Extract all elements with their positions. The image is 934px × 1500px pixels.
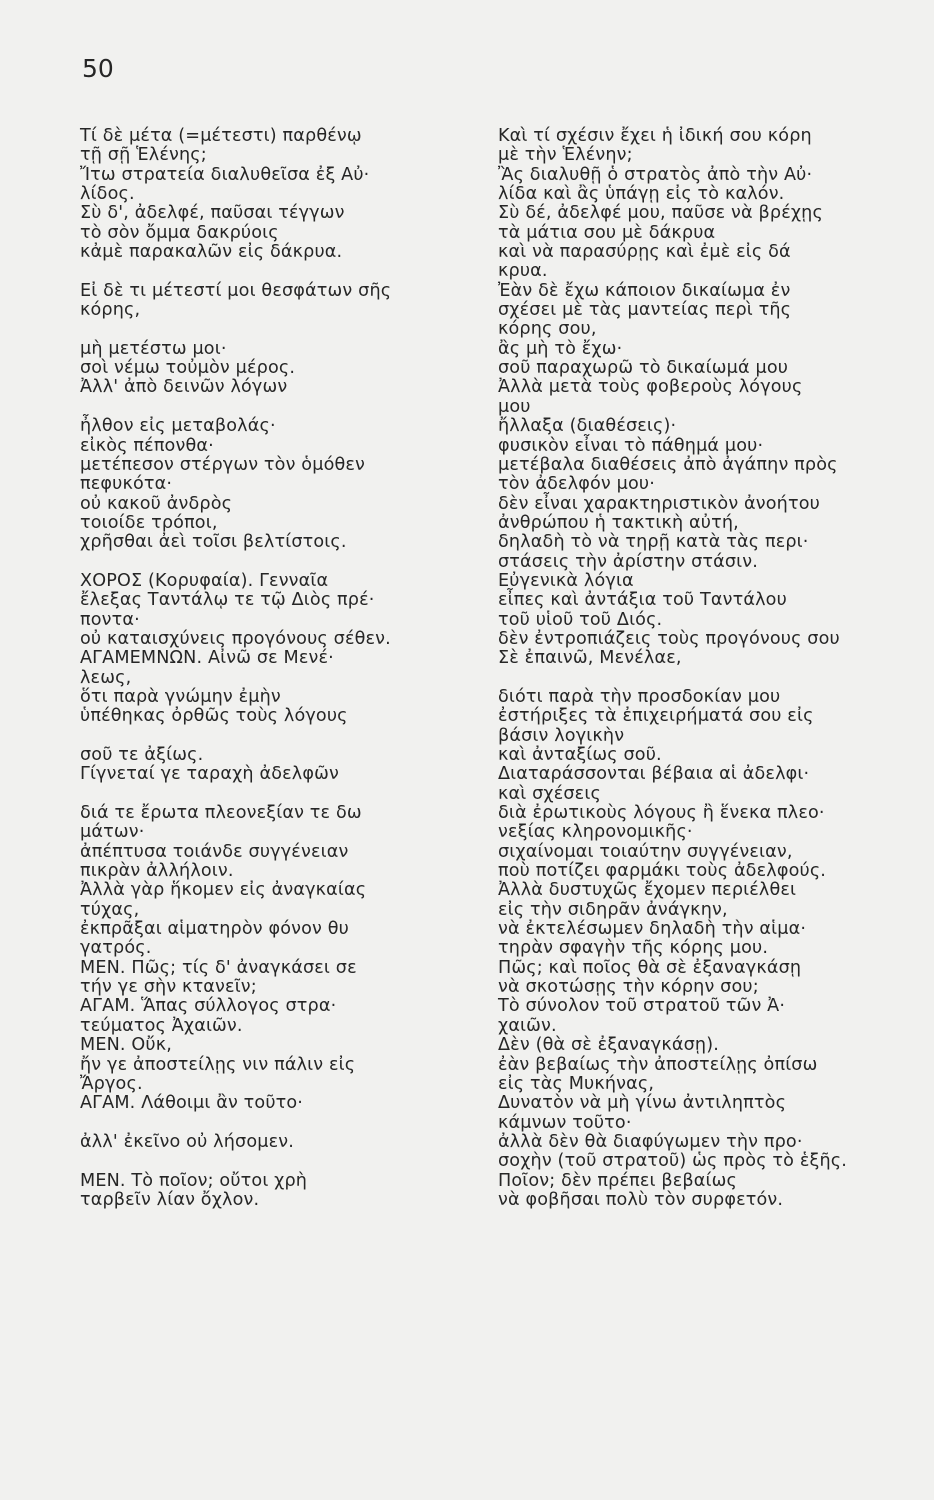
text-line: ΜΕΝ. Πῶς; τίς δ' ἀναγκάσει σε <box>80 957 357 978</box>
text-line <box>80 727 472 746</box>
text-line: Δὲν (θὰ σὲ ἐξαναγκάσῃ). <box>498 1035 719 1056</box>
modern-greek-translation-column <box>498 127 918 1210</box>
text-line <box>80 785 472 804</box>
text-line: ἐκπρᾶξαι αἱματηρὸν φόνον θυ <box>80 919 350 940</box>
text-line: λίδος. <box>80 184 135 205</box>
text-line: Ἄργος. <box>80 1073 143 1094</box>
text-line: κρυα. <box>498 261 548 282</box>
text-line: κόρης, <box>80 300 141 321</box>
text-line: εἶπες καὶ ἀντάξια τοῦ Ταντάλου <box>498 590 787 611</box>
text-line: τῇ σῇ Ἑλένης; <box>80 145 207 166</box>
text-line: Γίγνεταί γε ταραχὴ ἀδελφῶν <box>80 764 339 785</box>
text-line: Ποῖον; δὲν πρέπει βεβαίως <box>498 1170 737 1191</box>
text-line: Ἂς διαλυθῇ ὁ στρατὸς ἀπὸ τὴν Αὐ· <box>498 164 813 185</box>
text-line: νὰ σκοτώσῃς τὴν κόρην σου; <box>498 977 759 998</box>
text-line: τεύματος Ἀχαιῶν. <box>80 1015 243 1036</box>
text-line: Εἰ δὲ τι μέτεστί μοι θεσφάτων σῆς <box>80 280 392 301</box>
text-line: χαιῶν. <box>498 1015 557 1036</box>
text-line: Τὸ σύνολον τοῦ στρατοῦ τῶν Ἀ· <box>498 996 786 1017</box>
text-line: ἦλθον εἰς μεταβολάς· <box>80 416 276 437</box>
text-line: τὰ μάτια σου μὲ δάκρυα <box>498 222 716 243</box>
text-line: σχέσει μὲ τὰς μαντείας περὶ τῆς <box>498 300 792 321</box>
text-line: ἂς μὴ τὸ ἔχω· <box>498 338 623 359</box>
text-line: δὲν εἶναι χαρακτηριστικὸν ἀνοήτου <box>498 493 820 514</box>
text-line: μου <box>498 396 531 417</box>
text-line: Καὶ τί σχέσιν ἔχει ἡ ἰδική σου κόρη <box>498 126 812 146</box>
text-line: ἐστήριξες τὰ ἐπιχειρήματά σου εἰς <box>498 706 814 727</box>
text-line: νεξίας κληρονομικῆς· <box>498 822 693 843</box>
text-line: στάσεις τὴν ἀρίστην στάσιν. <box>498 551 758 572</box>
text-line: σιχαίνομαι τοιαύτην συγγένειαν, <box>498 841 793 862</box>
text-line: πικρὰν ἀλλήλοιν. <box>80 861 234 882</box>
text-line: ΑΓΑΜ. Ἅπας σύλλογος στρα· <box>80 996 337 1017</box>
text-line: τηρὰν σφαγὴν τῆς κόρης μου. <box>498 938 769 959</box>
text-line: Ἀλλὰ γὰρ ἥκομεν εἰς ἀναγκαίας <box>80 880 367 901</box>
text-line <box>80 398 472 417</box>
text-line: καὶ νὰ παρασύρῃς καὶ ἐμὲ εἰς δά <box>498 242 791 263</box>
text-line <box>80 1152 472 1171</box>
text-line: δηλαδὴ τὸ νὰ τηρῇ κατὰ τὰς περι· <box>498 532 809 553</box>
text-line: ΑΓΑΜ. Λάθοιμι ἂν τοῦτο· <box>80 1093 304 1114</box>
text-line: καὶ σχέσεις <box>498 783 601 804</box>
text-line <box>80 320 472 339</box>
text-line: τήν γε σὴν κτανεῖν; <box>80 977 257 998</box>
text-line <box>80 553 472 572</box>
text-line: διὰ ἐρωτικοὺς λόγους ἢ ἕνεκα πλεο· <box>498 803 825 824</box>
text-line: γατρός. <box>80 938 152 959</box>
text-line: οὐ κακοῦ ἀνδρὸς <box>80 493 233 514</box>
text-line: ὅτι παρὰ γνώμην ἐμὴν <box>80 686 281 707</box>
text-line: Ἀλλὰ μετὰ τοὺς φοβεροὺς λόγους <box>498 377 803 398</box>
text-line <box>80 262 472 281</box>
text-line: ταρβεῖν λίαν ὄχλον. <box>80 1189 260 1210</box>
text-line: ΜΕΝ. Οὔκ, <box>80 1035 172 1056</box>
text-line: εἰς τὴν σιδηρᾶν ἀνάγκην, <box>498 899 728 920</box>
text-line: ἀλλ' ἐκεῖνο οὐ λήσομεν. <box>80 1131 294 1152</box>
text-line: ΑΓΑΜΕΜΝΩΝ. Αἰνῶ σε Μενέ· <box>80 648 334 669</box>
text-line: Ἐὰν δὲ ἔχω κάποιον δικαίωμα ἐν <box>498 280 791 301</box>
text-line: μὲ τὴν Ἑλένην; <box>498 145 633 166</box>
text-line: λεως, <box>80 667 132 688</box>
text-line: Ἴτω στρατεία διαλυθεῖσα ἐξ Αὐ· <box>80 164 370 185</box>
text-line: μετέπεσον στέργων τὸν ὁμόθεν <box>80 454 366 475</box>
text-line: ΧΟΡΟΣ (Κορυφαία). Γενναῖα <box>80 570 329 591</box>
text-line: σοῦ τε ἀξίως. <box>80 745 204 765</box>
text-line: Σὲ ἐπαινῶ, Μενέλαε, <box>498 648 682 669</box>
text-line: εἰκὸς πέπονθα· <box>80 435 214 456</box>
text-line: σοὶ νέμω τοὐμὸν μέρος. <box>80 358 296 379</box>
text-line: τύχας, <box>80 899 140 920</box>
page-number: 50 <box>82 54 114 83</box>
text-line: ΜΕΝ. Τὸ ποῖον; οὔτοι χρὴ <box>80 1170 308 1191</box>
text-line: ἐὰν βεβαίως τὴν ἀποστείλῃς ὀπίσω <box>498 1054 818 1075</box>
text-line: Ἀλλὰ δυστυχῶς ἔχομεν περιέλθει <box>498 880 797 901</box>
text-line: ἀπέπτυσα τοιάνδε συγγένειαν <box>80 841 349 862</box>
text-line: τοῦ υἱοῦ τοῦ Διός. <box>498 609 663 630</box>
text-line: σοῦ παραχωρῶ τὸ δικαίωμά μου <box>498 358 789 379</box>
text-line: τὸν ἀδελφόν μου· <box>498 474 655 495</box>
text-line: φυσικὸν εἶναι τὸ πάθημά μου· <box>498 435 764 456</box>
text-line: Πῶς; καὶ ποῖος θὰ σὲ ἐξαναγκάσῃ <box>498 957 802 978</box>
text-line: μὴ μετέστω μοι· <box>80 338 227 359</box>
text-line: μετέβαλα διαθέσεις ἀπὸ ἀγάπην πρὸς <box>498 454 838 475</box>
text-line: Σὺ δέ, ἀδελφέ μου, παῦσε νὰ βρέχῃς <box>498 203 823 224</box>
text-line: ἔλεξας Ταντάλῳ τε τῷ Διὸς πρέ· <box>80 590 375 611</box>
text-line: ἤλλαξα (διαθέσεις)· <box>498 416 677 437</box>
text-line: Σὺ δ', ἀδελφέ, παῦσαι τέγγων <box>80 203 345 224</box>
text-line: νὰ φοβῆσαι πολὺ τὸν συρφετόν. <box>498 1189 784 1210</box>
text-line: διά τε ἔρωτα πλεονεξίαν τε δω <box>80 803 362 824</box>
text-line: ὑπέθηκας ὀρθῶς τοὺς λόγους <box>80 706 348 727</box>
text-line: Δυνατὸν νὰ μὴ γίνω ἀντιληπτὸς <box>498 1093 787 1114</box>
text-line: νὰ ἐκτελέσωμεν δηλαδὴ τὴν αἱμα· <box>498 919 807 940</box>
text-line: βάσιν λογικὴν <box>498 725 625 746</box>
ancient-greek-text-column <box>80 127 472 1210</box>
text-line: καὶ ἀνταξίως σοῦ. <box>498 745 662 765</box>
text-line: ποντα· <box>80 609 140 630</box>
text-line: ἀνθρώπου ἡ τακτικὴ αὐτή, <box>498 512 739 533</box>
text-line: σοχὴν (τοῦ στρατοῦ) ὡς πρὸς τὸ ἑξῆς. <box>498 1151 847 1172</box>
text-line: κάμνων τοῦτο· <box>498 1112 632 1133</box>
text-line: τὸ σὸν ὄμμα δακρύοις <box>80 222 279 243</box>
text-line: δὲν ἐντροπιάζεις τοὺς προγόνους σου <box>498 628 840 649</box>
text-line: τοιοίδε τρόποι, <box>80 512 218 533</box>
text-line: πεφυκότα· <box>80 474 173 495</box>
text-line: Διαταράσσονται βέβαια αἱ ἀδελφι· <box>498 764 810 785</box>
text-line: ἀλλὰ δὲν θὰ διαφύγωμεν τὴν προ· <box>498 1131 803 1152</box>
text-line: ἤν γε ἀποστείλῃς νιν πάλιν εἰς <box>80 1054 356 1075</box>
text-line: ποὺ ποτίζει φαρμάκι τοὺς ἀδελφούς. <box>498 861 827 882</box>
text-line: Ἀλλ' ἀπὸ δεινῶν λόγων <box>80 377 288 398</box>
text-line: διότι παρὰ τὴν προσδοκίαν μου <box>498 686 781 707</box>
text-line: οὐ καταισχύνεις προγόνους σέθεν. <box>80 628 391 649</box>
text-line: κόρης σου, <box>498 319 597 340</box>
text-line <box>80 1114 472 1133</box>
text-line: Εὐγενικὰ λόγια <box>498 570 634 591</box>
text-line: κἀμὲ παρακαλῶν εἰς δάκρυα. <box>80 242 343 263</box>
text-line: λίδα καὶ ἂς ὑπάγῃ εἰς τὸ καλόν. <box>498 184 785 205</box>
text-line: Τί δὲ μέτα (=μέτεστι) παρθένῳ <box>80 126 362 146</box>
text-line: εἰς τὰς Μυκήνας, <box>498 1073 655 1094</box>
text-line <box>498 669 918 688</box>
text-line: μάτων· <box>80 822 145 843</box>
text-line: χρῆσθαι ἀεὶ τοῖσι βελτίστοις. <box>80 532 347 553</box>
